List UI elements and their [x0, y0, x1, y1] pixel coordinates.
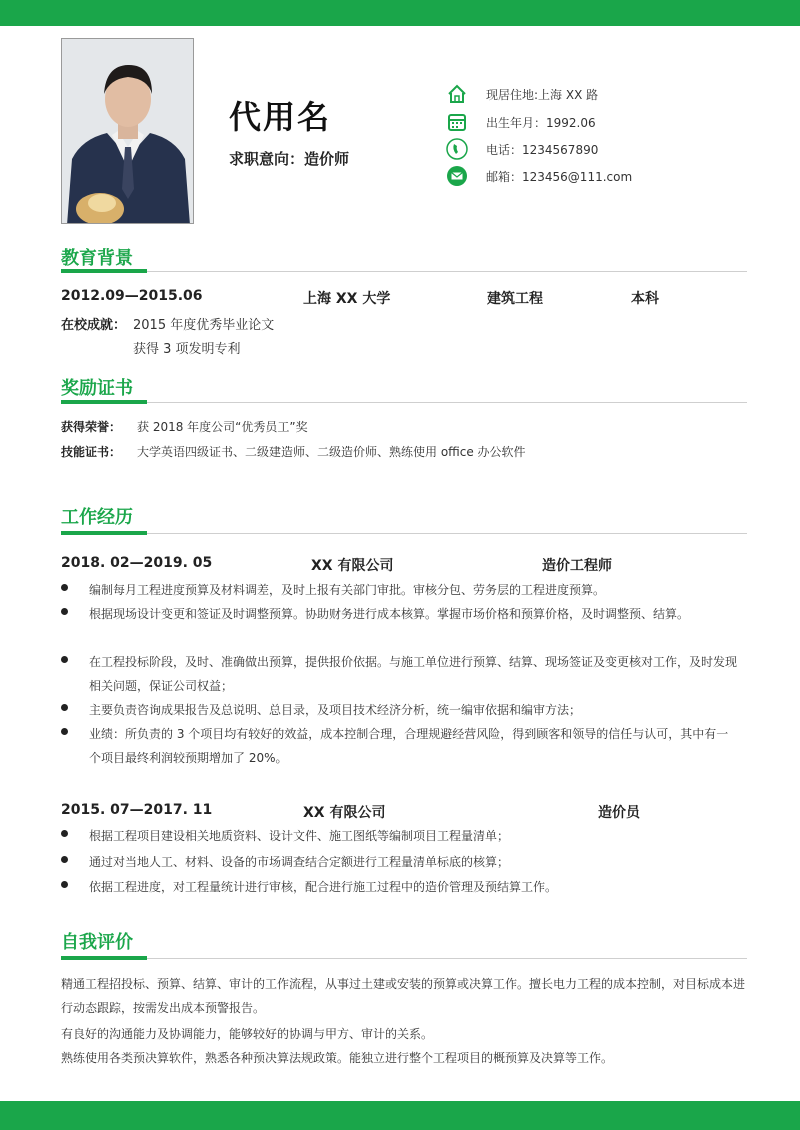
bottom-accent-bar: [0, 1101, 800, 1130]
job-period: 2018. 02—2019. 05: [61, 555, 213, 571]
self-eval-paragraph: 有良好的沟通能力及协调能力，能够较好的协调与甲方、审计的关系。: [61, 1027, 434, 1041]
education-degree: 本科: [631, 291, 659, 307]
contact-birth-text: 出生年月：1992.06: [486, 115, 596, 130]
self-eval-paragraph: 熟练使用各类预决算软件，熟悉各种预决算法规政策。能独立进行整个工程项目的概预算及决算等工作。: [61, 1051, 614, 1065]
honors-label: 获得荣誉：: [61, 420, 122, 434]
job-company: XX 有限公司: [311, 558, 394, 574]
bullet-dot: [61, 608, 68, 615]
mail-icon: [446, 165, 468, 187]
home-icon: [446, 83, 468, 105]
section-accent: [61, 400, 147, 404]
achievement-item: 2015 年度优秀毕业论文: [133, 318, 275, 333]
contact-email-text: 邮箱：123456@111.com: [486, 169, 633, 184]
bullet-dot: [61, 830, 68, 837]
contact-phone-text: 电话：1234567890: [486, 142, 599, 157]
job-bullet-text: 依据工程进度，对工程量统计进行审核，配合进行施工过程中的造价管理及预结算工作。: [89, 880, 558, 894]
job-intent: 求职意向：造价师: [229, 150, 350, 168]
job-bullet-text: 在工程投标阶段，及时、准确做出预算，提供报价依据。与施工单位进行预算、结算、现场签证及变更核对工作，及时发现相关问题，保证公司权益；: [89, 655, 738, 693]
job-bullet-text: 主要负责咨询成果报告及总说明、总目录，及项目技术经济分析，统一编审依据和编审方法；: [89, 703, 582, 717]
section-divider: [61, 958, 747, 959]
contact-phone: [446, 138, 746, 160]
job-company: XX 有限公司: [303, 805, 386, 821]
section-title-self-eval: 自我评价: [61, 932, 133, 953]
job-bullet-text: 编制每月工程进度预算及材料调差，及时上报有关部门审批。审核分包、劳务层的工程进度预算。: [89, 583, 606, 597]
bullet-dot: [61, 704, 68, 711]
bullet-dot: [61, 728, 68, 735]
candidate-name: 代用名: [229, 98, 332, 136]
contact-address: [446, 83, 746, 105]
section-divider: [61, 402, 747, 403]
section-title-awards: 奖励证书: [61, 378, 133, 399]
section-divider: [61, 271, 747, 272]
education-school: 上海 XX 大学: [303, 291, 391, 307]
job-bullet-text: 根据工程项目建设相关地质资料、设计文件、施工图纸等编制项目工程量清单；: [89, 829, 510, 843]
bullet-dot: [61, 656, 68, 663]
achievements-label: 在校成就：: [61, 318, 127, 333]
job-period: 2015. 07—2017. 11: [61, 802, 213, 818]
bullet-dot: [61, 881, 68, 888]
profile-photo: [61, 38, 194, 224]
section-title-work: 工作经历: [61, 507, 133, 528]
section-accent: [61, 531, 147, 535]
job-bullet-text: 根据现场设计变更和签证及时调整预算。协助财务进行成本核算。掌握市场价格和预算价格，及时调整预、结算。: [89, 607, 690, 621]
section-title-education: 教育背景: [61, 248, 133, 269]
job-bullet-text: 通过对当地人工、材料、设备的市场调查结合定额进行工程量清单标底的核算；: [89, 855, 510, 869]
skills-text: 大学英语四级证书、二级建造师、二级造价师、熟练使用 office 办公软件: [137, 445, 526, 459]
honors-text: 获 2018 年度公司“优秀员工”奖: [137, 420, 308, 434]
job-bullet-text: 业绩：所负责的 3 个项目均有较好的效益，成本控制合理，合理规避经营风险，得到顾客和领导的信任与认可，其中有一个项目最终利润较预期增加了 20%。: [89, 727, 729, 765]
contact-email: [446, 165, 746, 187]
calendar-icon: [446, 111, 468, 133]
contact-birth: [446, 111, 746, 133]
section-accent: [61, 269, 147, 273]
contact-address-text: 现居住地:上海 XX 路: [486, 87, 599, 102]
phone-icon: [446, 138, 468, 160]
section-accent: [61, 956, 147, 960]
skills-label: 技能证书：: [61, 445, 122, 459]
section-divider: [61, 533, 747, 534]
bullet-dot: [61, 584, 68, 591]
job-position: 造价员: [598, 805, 640, 821]
education-period: 2012.09—2015.06: [61, 288, 203, 304]
bullet-dot: [61, 856, 68, 863]
self-eval-paragraph: 精通工程招投标、预算、结算、审计的工作流程，从事过土建或安装的预算或决算工作。擅长电力工程的成本控制，对目标成本进行动态跟踪，按需发出成本预警报告。: [61, 977, 746, 1015]
education-major: 建筑工程: [487, 291, 543, 307]
achievement-item: 获得 3 项发明专利: [133, 342, 241, 357]
job-position: 造价工程师: [542, 558, 612, 574]
top-accent-bar: [0, 0, 800, 26]
